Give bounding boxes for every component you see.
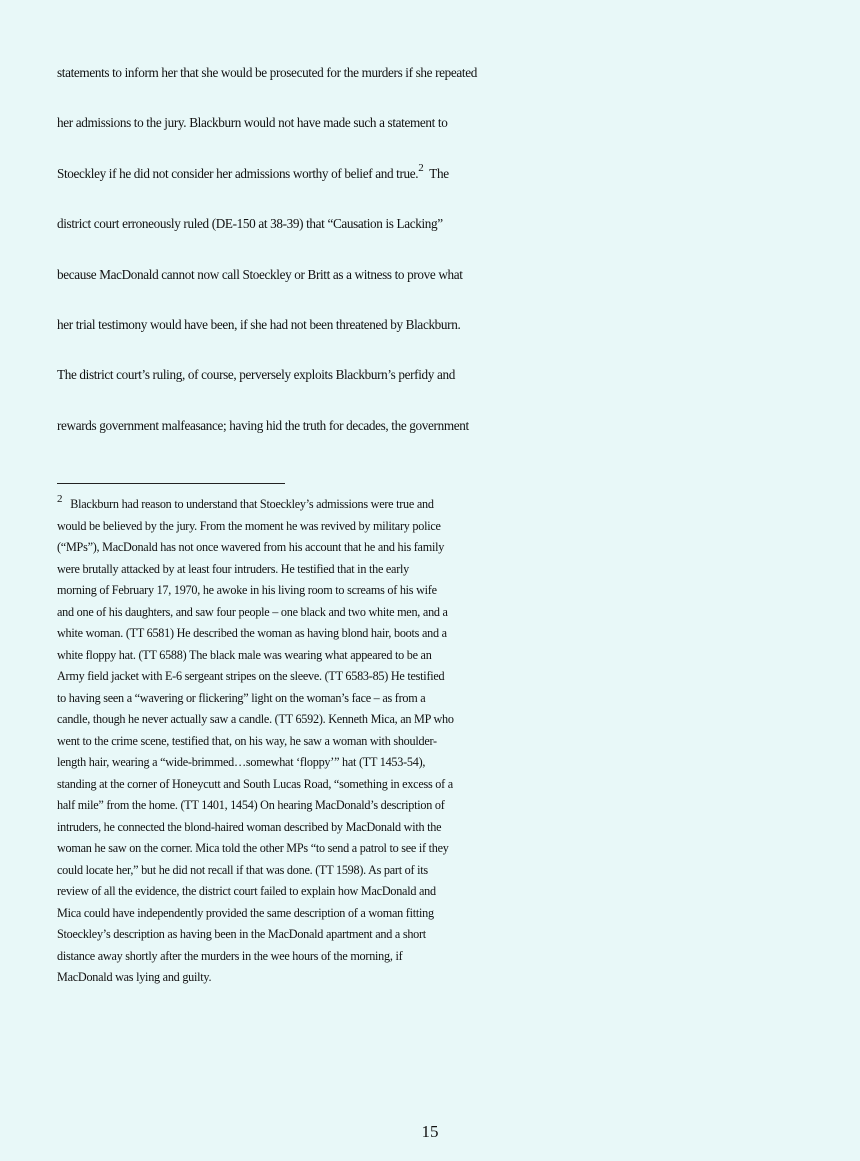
- footnote-line: [57, 494, 837, 516]
- footnote-line: length hair, wearing a “wide-brimmed…somewhat ‘floppy’” hat (TT 1453-54),: [57, 755, 426, 769]
- footnote-line: and one of his daughters, and saw four people – one black and two white men, and a: [57, 604, 448, 619]
- footnote-line: standing at the corner of Honeycutt and South Lucas Road, “something in excess of a: [57, 776, 453, 791]
- footnote-separator: [57, 483, 285, 484]
- body-line: because MacDonald cannot now call Stoeckley or Britt as a witness to prove what: [57, 266, 463, 282]
- footnote-line: review of all the evidence, the district court failed to explain how MacDonald and: [57, 884, 436, 898]
- footnote-line: half mile” from the home. (TT 1401, 1454) On hearing MacDonald’s description of: [57, 798, 445, 812]
- footnote-line: to having seen a “wavering or flickering” light on the woman’s face – as from a: [57, 690, 426, 705]
- footnote-marker: 2: [57, 493, 63, 505]
- footnote-line: were brutally attacked by at least four intruders. He testified that in the early: [57, 561, 410, 576]
- footnote-line: could locate her,” but he did not recall if that was done. (TT 1598). As part of its: [57, 862, 428, 877]
- footnote-line: distance away shortly after the murders in the wee hours of the morning, if: [57, 948, 403, 963]
- footnote-line: went to the crime scene, testified that, on his way, he saw a woman with shoulder-: [57, 733, 437, 748]
- body-line: statements to inform her that she would be prosecuted for the murders if she repeated: [57, 65, 477, 80]
- footnote-line: candle, though he never actually saw a candle. (TT 6592). Kenneth Mica, an MP who: [57, 712, 454, 726]
- body-line-text-tail: The: [429, 165, 449, 181]
- body-text: [57, 48, 837, 451]
- footnote-line: (“MPs”), MacDonald has not once wavered from his account that he and his family: [57, 540, 445, 554]
- footnote-line: white woman. (TT 6581) He described the woman as having blond hair, boots and a: [57, 626, 447, 640]
- page-number: 15: [421, 1122, 439, 1141]
- footnote: [57, 494, 837, 989]
- footnote-line: Army field jacket with E-6 sergeant stripes on the sleeve. (TT 6583-85) He testified: [57, 669, 445, 683]
- footnote-line: intruders, he connected the blond-haired woman described by MacDonald with the: [57, 819, 442, 834]
- footnote-line: morning of February 17, 1970, he awoke in his living room to screams of his wife: [57, 583, 437, 597]
- footnote-line: woman he saw on the corner. Mica told the other MPs “to send a patrol to see if they: [57, 841, 449, 855]
- body-line: her admissions to the jury. Blackburn would not have made such a statement to: [57, 115, 448, 131]
- body-line: her trial testimony would have been, if she had not been threatened by Blackburn.: [57, 316, 461, 332]
- footnote-line: white floppy hat. (TT 6588) The black male was wearing what appeared to be an: [57, 647, 432, 662]
- body-line: rewards government malfeasance; having hid the truth for decades, the government: [57, 417, 469, 433]
- footnote-line: Mica could have independently provided the same description of a woman fitting: [57, 905, 434, 920]
- body-line-text: Stoeckley if he did not consider her admissions worthy of belief and true.: [57, 165, 419, 181]
- footnote-line: would be believed by the jury. From the moment he was revived by military police: [57, 518, 441, 533]
- body-line: [57, 149, 837, 199]
- footnote-reference[interactable]: 2: [418, 161, 424, 174]
- footnote-line-text: Blackburn had reason to understand that Stoeckley’s admissions were true and: [70, 497, 434, 511]
- footnote-line: Stoeckley’s description as having been in the MacDonald apartment and a short: [57, 927, 426, 941]
- body-line: The district court’s ruling, of course, perversely exploits Blackburn’s perfidy and: [57, 367, 455, 383]
- body-line: district court erroneously ruled (DE-150 at 38-39) that “Causation is Lacking”: [57, 216, 443, 232]
- footnote-line: MacDonald was lying and guilty.: [57, 970, 212, 984]
